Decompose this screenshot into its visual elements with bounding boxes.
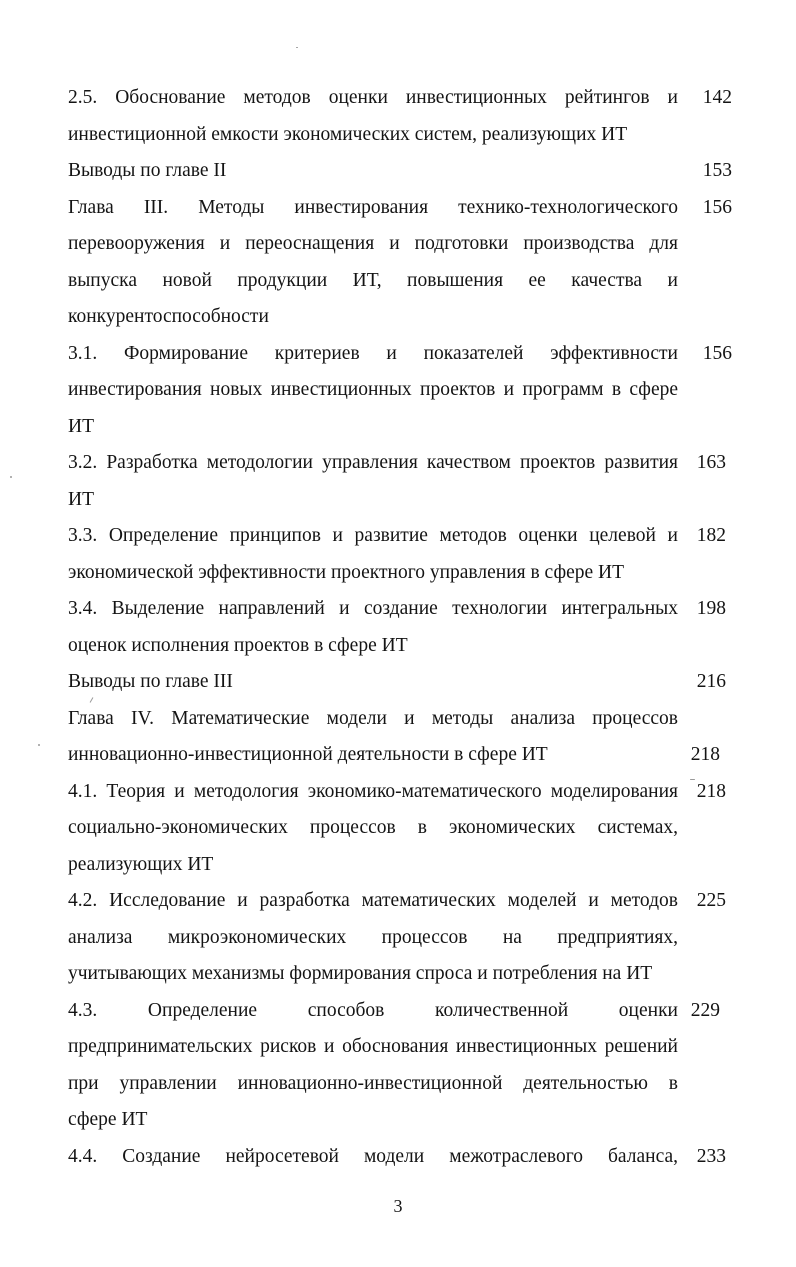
toc-entry-3-3 [68,518,678,591]
toc-entry-line: 2.5. Обоснование методов оценки инвестиционных рейтингов и [68,87,678,108]
toc-entry-line: анализа микроэкономических процессов на предприятиях, [68,926,678,948]
toc-entry-line: 3.3. Определение принципов и развитие методов оценки целевой и [68,525,678,546]
toc-entry-line: экономической эффективности проектного управления в сфере ИТ [68,561,625,583]
scan-speck [10,476,12,478]
toc-entry-line: учитывающих механизмы формирования спроса и потребления на ИТ [68,963,653,984]
toc-entry-line: 3.2. Разработка методологии управления качеством проектов развития [68,452,678,473]
toc-page-number: 233 [696,1145,726,1167]
toc-entry-4-4 [68,1139,678,1176]
toc-entry-line: сфере ИТ [68,1109,148,1130]
toc-entry-line: Глава IV. Математические модели и методы анализа процессов [68,707,678,729]
toc-entry-line: ИТ [68,415,94,437]
scan-speck [690,779,695,780]
toc-entry-line: социально-экономических процессов в экономических системах, [68,817,678,838]
toc-page-number: 156 [702,342,732,364]
page-number: 3 [393,1196,403,1216]
toc-page-number: 218 [690,744,720,765]
toc-entry-line: инвестиционной емкости экономических систем, реализующих ИТ [68,123,628,145]
toc-entry-conclusions-ch3 [68,664,678,701]
toc-entry-chapter-3 [68,190,678,336]
toc-entry-line: 3.1. Формирование критериев и показателей эффективности [68,342,678,364]
toc-entry-line: Выводы по главе III [68,671,233,692]
toc-entry-line: выпуска новой продукции ИТ, повышения ее качества и [68,269,678,291]
toc-page-number: 156 [702,196,732,218]
toc-page-number: 142 [702,87,732,108]
toc-entry-line: инновационно-инвестиционной деятельности в сфере ИТ [68,744,548,765]
toc-entry-line: 4.1. Теория и методология экономико-математического моделирования [68,780,678,802]
toc-entry-line: ИТ [68,488,94,510]
toc-entry-line: реализующих ИТ [68,853,214,875]
toc-entry-4-1 [68,774,678,884]
toc-entry-conclusions-ch2 [68,153,678,190]
toc-entry-line: Глава III. Методы инвестирования технико-технологического [68,196,678,218]
toc-page-number: 225 [696,890,726,911]
toc-entry-line: оценок исполнения проектов в сфере ИТ [68,634,408,656]
toc-entry-line: 4.3. Определение способов количественной оценки [68,999,678,1021]
toc-entry-line: конкурентоспособности [68,306,269,327]
toc-page-number: 229 [690,999,720,1021]
toc-entry-line: 4.2. Исследование и разработка математических моделей и методов [68,890,678,911]
toc-entry-3-2 [68,445,678,518]
scan-speck [38,744,40,746]
toc-entry-line: предпринимательских рисков и обоснования инвестиционных решений [68,1036,678,1057]
toc-entry-line: перевооружения и переоснащения и подготовки производства для [68,233,678,254]
toc-entry-3-1 [68,336,678,446]
toc-entry-4-2 [68,883,678,993]
toc-entry-4-3 [68,993,678,1139]
toc-entry-line: инвестирования новых инвестиционных проектов и программ в сфере [68,379,678,400]
toc-entry-line: 4.4. Создание нейросетевой модели межотраслевого баланса, [68,1145,678,1167]
toc-entry-line: 3.4. Выделение направлений и создание технологии интегральных [68,598,678,619]
toc-entry-3-4 [68,591,678,664]
toc-page-number: 198 [696,598,726,619]
toc-page-number: 218 [696,780,726,802]
toc-page-number: 216 [696,671,726,692]
toc-page-number: 153 [702,160,732,181]
toc-page-number: 163 [696,452,726,473]
toc-entry-chapter-4 [68,701,678,774]
toc-entry-line: при управлении инновационно-инвестиционной деятельностью в [68,1072,678,1094]
toc-entry-2-5 [68,80,678,153]
toc-page-number: 182 [696,525,726,546]
scan-speck [296,47,298,48]
toc-entry-line: Выводы по главе II [68,160,227,181]
